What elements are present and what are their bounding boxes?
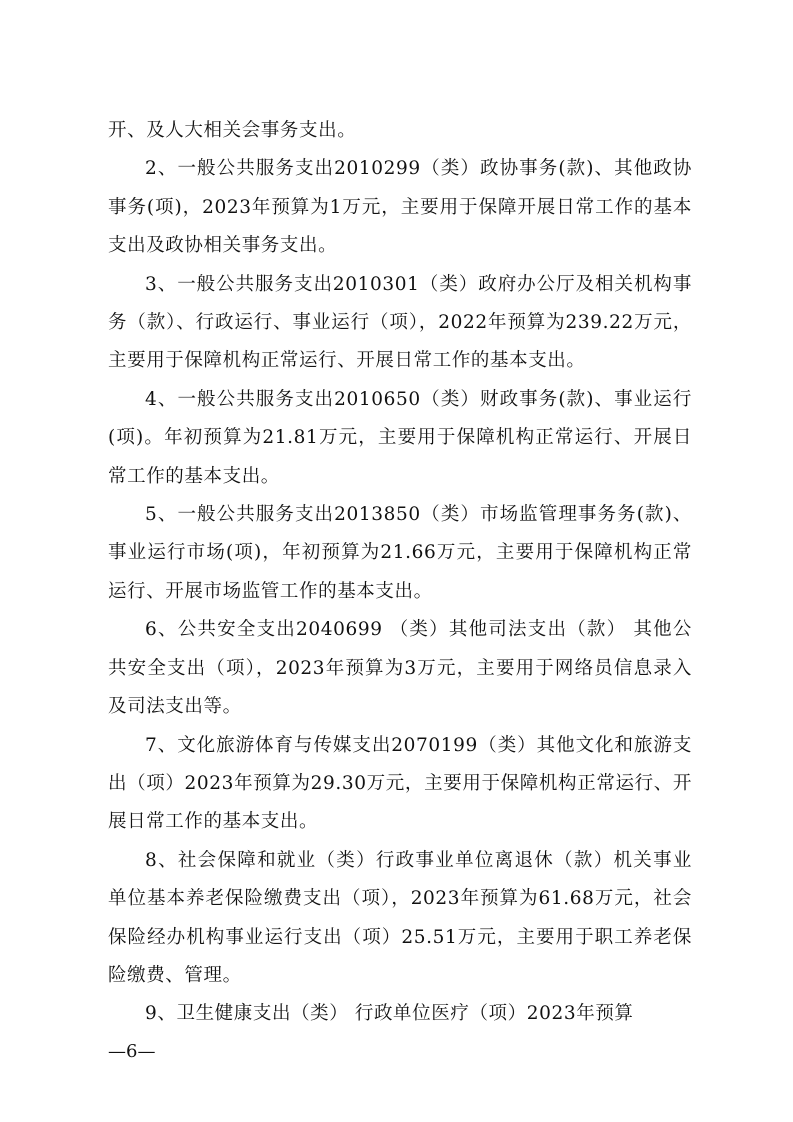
paragraph-item-7: 7、文化旅游体育与传媒支出2070199（类）其他文化和旅游支出（项）2023年预算为29.30万元，主要用于保障机构正常运行、开展日常工作的基本支出。 [108, 734, 692, 833]
paragraph-item-3: 3、一般公共服务支出2010301（类）政府办公厅及相关机构事务（款）、行政运行、事业运行（项），2022年预算为239.22万元，主要用于保障机构正常运行、开展日常工作的基本支出。 [108, 273, 692, 372]
body-text [108, 112, 692, 1034]
paragraph-continuation: 开、及人大相关会事务支出。 [108, 120, 357, 141]
paragraph-item-9: 9、卫生健康支出（类） 行政单位医疗（项）2023年预算 [145, 1003, 634, 1025]
paragraph-item-4: 4、一般公共服务支出2010650（类）财政事务(款)、事业运行(项)。年初预算为21.81万元，主要用于保障机构正常运行、开展日常工作的基本支出。 [108, 388, 692, 487]
paragraph-item-5: 5、一般公共服务支出2013850（类）市场监管理事务务(款)、事业运行市场(项)，年初预算为21.66万元，主要用于保障机构正常运行、开展市场监管工作的基本支出。 [108, 504, 692, 602]
paragraph-item-8: 8、社会保障和就业（类）行政事业单位离退休（款）机关事业单位基本养老保险缴费支出（项），2023年预算为61.68万元，社会保险经办机构事业运行支出（项）25.51万元，主要用于职工养老保险缴费、管理。 [108, 849, 692, 986]
page-number: —6— [108, 1041, 156, 1062]
paragraph-item-2: 2、一般公共服务支出2010299（类）政协事务(款)、其他政协事务(项)，2023年预算为1万元，主要用于保障开展日常工作的基本支出及政协相关事务支出。 [108, 158, 692, 257]
paragraph-item-6: 6、公共安全支出2040699 （类）其他司法支出（款） 其他公共安全支出（项），2023年预算为3万元，主要用于网络员信息录入及司法支出等。 [108, 619, 692, 718]
